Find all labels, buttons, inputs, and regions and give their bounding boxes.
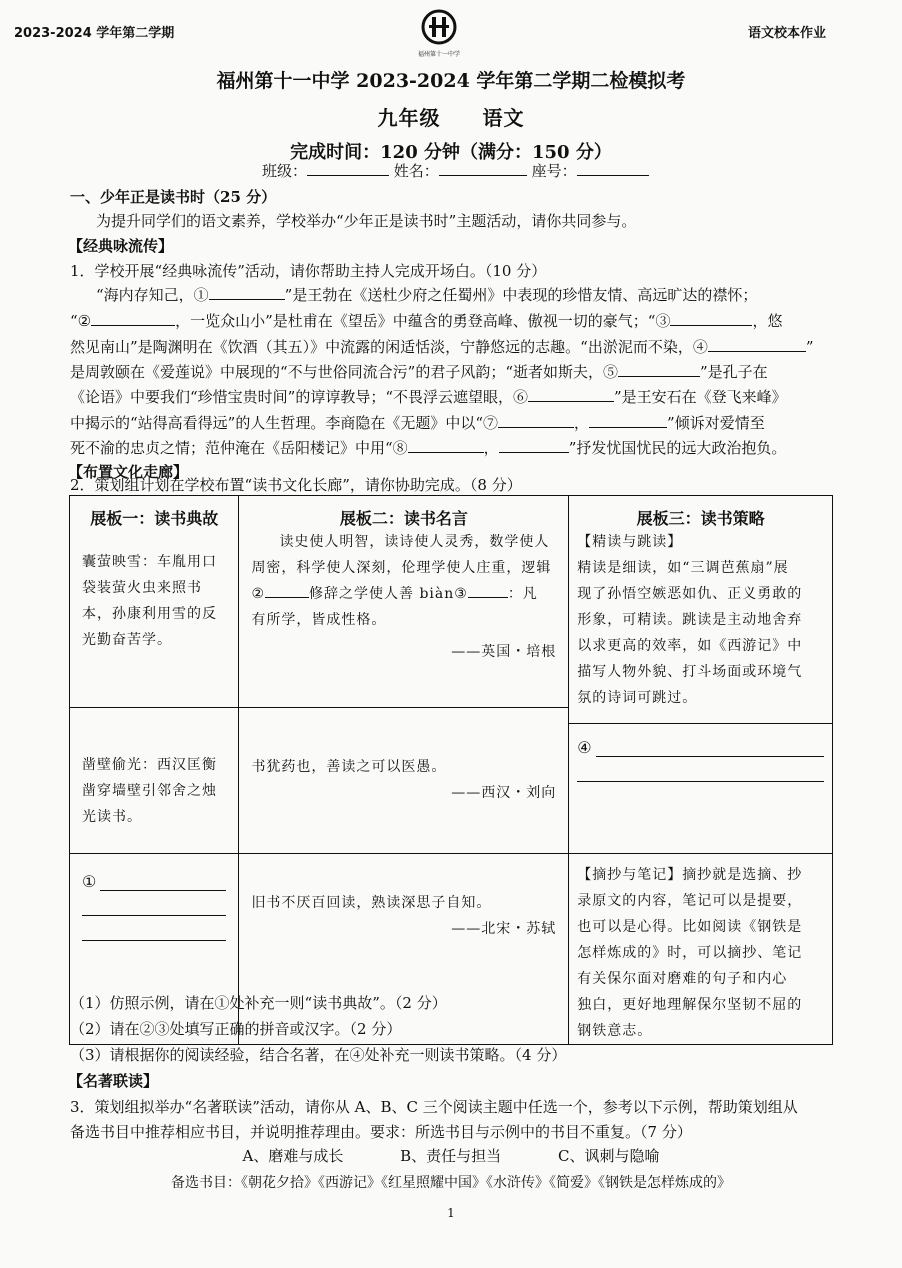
board3-cell1 <box>569 496 833 854</box>
grade-subject: 九年级 语文 <box>377 106 525 130</box>
board3-tip2-l7: 钢铁意志。 <box>577 1023 653 1039</box>
blank-1[interactable] <box>209 283 285 300</box>
seat-label: 座号： <box>531 162 577 180</box>
board3-title: 展板三：读书策略 <box>636 509 765 528</box>
corridor-boards <box>69 495 833 1045</box>
q1-l1b: ”是王勃在《送杜少府之任蜀州》中表现的珍惜友情、高远旷达的襟怀； <box>284 286 758 304</box>
q1-l7b: ， <box>483 439 499 457</box>
blank-2[interactable] <box>91 309 175 326</box>
blank-5[interactable] <box>618 360 700 377</box>
blank-4-line2[interactable] <box>577 781 824 782</box>
board3-blank4 <box>569 724 832 757</box>
blank-3[interactable] <box>670 309 752 326</box>
blank-4[interactable] <box>708 335 806 352</box>
header-subject: 语文校本作业 <box>747 26 826 41</box>
q1-line3 <box>70 334 814 361</box>
board2-quote1-l4: 有所学，皆成性格。 <box>251 612 387 628</box>
blank-1-line3[interactable] <box>82 940 226 941</box>
board1-story1-l4: 光勤奋苦学。 <box>82 632 172 648</box>
q1-l6c: ”倾诉对爱情至 <box>667 414 765 432</box>
board1-story2-l2: 凿穿墙壁引邻舍之烛 <box>82 783 217 799</box>
board1-story1-l3: 本，孙康利用雪的反 <box>82 606 217 622</box>
board2-quote2: 书犹药也，善读之可以医愚。 <box>251 759 447 775</box>
class-label: 班级： <box>262 162 308 180</box>
q1-l6b: ， <box>574 414 590 432</box>
q1-l2a: “② <box>70 312 92 330</box>
option-c[interactable]: C、讽刺与隐喻 <box>557 1147 660 1165</box>
board2-cell1 <box>239 496 569 708</box>
board3-tip2-l3: 也可以是心得。比如阅读《钢铁是 <box>577 919 803 935</box>
board1-cell1 <box>70 496 239 708</box>
seat-field[interactable] <box>577 159 649 176</box>
section1-intro: 为提升同学们的语文素养，学校举办“少年正是读书时”主题活动，请你共同参与。 <box>96 212 637 230</box>
class-field[interactable] <box>307 159 389 176</box>
time-score: 完成时间：120 分钟（满分：150 分） <box>290 142 612 163</box>
q1-l4a: 是周敦颐在《爱莲说》中展现的“不与世俗同流合污”的君子风韵；“逝者如斯夫，⑤ <box>70 363 619 381</box>
board2-quote1-author: ——英国・培根 <box>451 644 557 660</box>
q1-line6 <box>70 410 765 437</box>
q1-line5 <box>70 384 787 411</box>
board3-tip2-l5: 有关保尔面对磨难的句子和内心 <box>577 971 788 987</box>
name-label: 姓名： <box>393 162 439 180</box>
board3-tip1-l4: 形象，可精读。跳读是主动地舍弃 <box>577 612 803 628</box>
board1-title: 展板一：读书典故 <box>90 509 219 528</box>
q1-l5a: 《论语》中要我们“珍惜宝贵时间”的谆谆教导；“不畏浮云遮望眼，⑥ <box>70 388 529 406</box>
board1-story1-l2: 袋装萤火虫来照书 <box>82 580 202 596</box>
board3-tip2-l1: 【摘抄与笔记】摘抄就是选摘、抄 <box>577 867 803 883</box>
board2-quote3-author: ——北宋・苏轼 <box>451 921 557 937</box>
header-term: 2023-2024 学年第二学期 <box>14 26 175 41</box>
q2-sub1: （1）仿照示例，请在①处补充一则“读书典故”。（2 分） <box>70 994 447 1012</box>
q1-text: 1．学校开展“经典咏流传”活动，请你帮助主持人完成开场白。（10 分） <box>70 262 547 280</box>
blank-8a[interactable] <box>408 436 484 453</box>
q1-l3b: ” <box>805 338 814 356</box>
q1-l2b: ，一览众山小”是杜甫在《望岳》中蕴含的勇登高峰、傲视一切的豪气；“③ <box>175 312 671 330</box>
q1-l5b: ”是王安石在《登飞来峰》 <box>614 388 787 406</box>
board2-title: 展板二：读书名言 <box>339 509 468 528</box>
q1-l2c: ，悠 <box>752 312 783 330</box>
theme-options <box>0 1145 902 1166</box>
blank-4-line1[interactable] <box>596 755 824 757</box>
blank-7b[interactable] <box>589 411 667 428</box>
board3-tip1-l3: 现了孙悟空嫉恶如仇、正义勇敢的 <box>577 586 803 602</box>
board1-cell2 <box>70 708 239 854</box>
name-field[interactable] <box>439 159 527 176</box>
board1-blank1-label: ① <box>82 872 97 891</box>
book-list: 备选书目：《朝花夕拾》《西游记》《红星照耀中国》《水浒传》《简爱》《钢铁是怎样炼成的》 <box>171 1175 731 1191</box>
q1-line2 <box>70 308 782 335</box>
q3-line1: 3．策划组拟举办“名著联读”活动，请你从 A、B、C 三个阅读主题中任选一个，参考以下示例，帮助策划组从 <box>70 1098 798 1116</box>
board3-cell2 <box>569 854 833 1045</box>
q1-line1 <box>96 282 757 309</box>
school-seal-icon <box>418 8 460 50</box>
student-info <box>262 158 649 185</box>
option-a[interactable]: A、磨难与成长 <box>242 1147 344 1165</box>
board1-story2-l1: 凿壁偷光：西汉匡衡 <box>82 757 217 773</box>
board3-tip1-l5: 以求更高的效率，如《西游记》中 <box>577 638 803 654</box>
blank-7a[interactable] <box>498 411 574 428</box>
board1-blank1 <box>70 854 238 891</box>
tag-classics: 【经典咏流传】 <box>68 237 174 255</box>
board2-quote1-l3 <box>239 581 568 607</box>
board3-tip1-l7: 氛的诗词可跳过。 <box>577 690 698 706</box>
board2-quote3: 旧书不厌百回读，熟读深思子自知。 <box>251 895 492 911</box>
board2-quote2-author: ——西汉・刘向 <box>451 785 557 801</box>
board2-quote1-l2: 周密，科学使人深刻，伦理学使人庄重，逻辑 <box>251 560 552 576</box>
q2-sub3: （3）请根据你的阅读经验，结合名著，在④处补充一则读书策略。（4 分） <box>70 1046 567 1064</box>
board3-tip1-l2: 精读是细读，如“三调芭蕉扇”展 <box>577 560 789 576</box>
section1-heading: 一、少年正是读书时（25 分） <box>70 188 277 206</box>
q1-l3a: 然见南山”是陶渊明在《饮酒（其五）》中流露的闲适恬淡，宁静悠远的志趣。“出淤泥而不染，④ <box>70 338 708 356</box>
blank-1-line2[interactable] <box>82 915 226 916</box>
q1-line4 <box>70 359 768 386</box>
q1-line7 <box>70 435 786 462</box>
q2-sub2: （2）请在②③处填写正确的拼音或汉字。（2 分） <box>70 1020 402 1038</box>
q1-l4b: ”是孔子在 <box>700 363 768 381</box>
board2-q-l3b: 修辞之学使人善 biàn③ <box>309 586 468 602</box>
board3-tip2-l4: 怎样炼成的》时，可以摘抄、笔记 <box>577 945 803 961</box>
option-b[interactable]: B、责任与担当 <box>400 1147 502 1165</box>
exam-title: 福州第十一中学 2023-2024 学年第二学期二检模拟考 <box>216 70 686 92</box>
board1-story2-l3: 光读书。 <box>82 809 142 825</box>
blank-1-line1[interactable] <box>100 889 226 891</box>
q1-l1a: “海内存知己，① <box>96 286 209 304</box>
board2-q-l3c: ：凡 <box>507 586 538 602</box>
board3-tip1-l1: 【精读与跳读】 <box>577 534 683 550</box>
q1-l7c: ”抒发忧国忧民的远大政治抱负。 <box>568 439 787 457</box>
board3-tip1-l6: 描写人物外貌、打斗场面或环境气 <box>577 664 803 680</box>
q3-line2: 备选书目中推荐相应书目，并说明推荐理由。要求：所选书目与示例中的书目不重复。（7 分） <box>70 1123 692 1141</box>
board3-tip2-l2: 录原文的内容，笔记可以是提要， <box>577 893 803 909</box>
page-number: 1 <box>447 1206 455 1220</box>
board2-quote1-l1: 读史使人明智，读诗使人灵秀，数学使人 <box>279 534 550 550</box>
blank-6[interactable] <box>528 385 614 402</box>
q1-l6a: 中揭示的“站得高看得远”的人生哲理。李商隐在《无题》中以“⑦ <box>70 414 499 432</box>
board2-cell2 <box>239 708 569 854</box>
board1-story1-l1: 囊萤映雪：车胤用口 <box>82 554 217 570</box>
q2-text: 2．策划组计划在学校布置“读书文化长廊”，请你协助完成。（8 分） <box>70 476 522 494</box>
blank-board2-3[interactable] <box>468 581 508 598</box>
board3-tip2-l6: 独白，更好地理解保尔坚韧不屈的 <box>577 997 803 1013</box>
board2-q-l3a: ② <box>251 586 265 602</box>
blank-board2-2[interactable] <box>265 581 309 598</box>
tag-books: 【名著联读】 <box>68 1072 159 1090</box>
q1-l7a: 死不渝的忠贞之情；范仲淹在《岳阳楼记》中用“⑧ <box>70 439 408 457</box>
blank-8b[interactable] <box>499 436 569 453</box>
tag-corridor: 【布置文化走廊】 <box>68 463 189 481</box>
logo-caption: 福州第十一中学 <box>417 51 460 58</box>
board3-blank4-label: ④ <box>577 738 592 757</box>
